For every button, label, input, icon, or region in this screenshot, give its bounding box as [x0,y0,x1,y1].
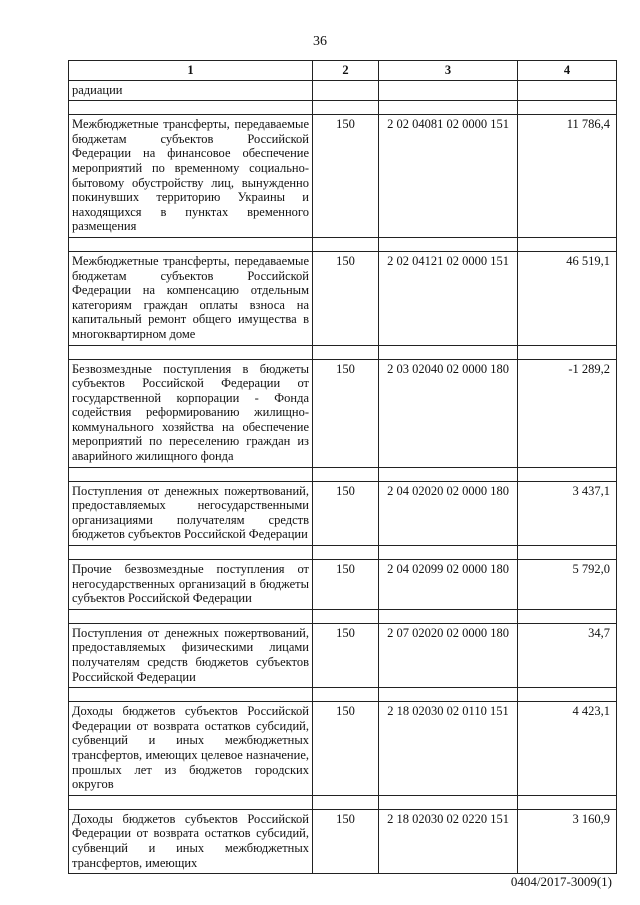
table-row [69,251,617,345]
row-budget-code: 2 03 02040 02 0000 180 [379,359,518,467]
row-budget-code: 2 18 02030 02 0110 151 [379,702,518,796]
row-amount: -1 289,2 [518,359,617,467]
continuation-text: радиации [69,80,313,101]
row-description: Доходы бюджетов субъектов Российской Федерации от возврата остатков субсидий, субвенций и иных межбюджетных трансфертов, имеющих целевое назначение, прошлых лет из бюджетов городских округов [69,702,313,796]
row-admin-code: 150 [313,809,379,873]
column-header-3: 3 [379,61,518,81]
row-budget-code: 2 02 04081 02 0000 151 [379,115,518,238]
table-row [69,481,617,545]
table-row [69,560,617,610]
row-spacer [69,467,617,481]
row-amount: 5 792,0 [518,560,617,610]
row-amount: 3 437,1 [518,481,617,545]
row-admin-code: 150 [313,359,379,467]
row-spacer [69,237,617,251]
page-number: 36 [313,34,327,49]
table-row [69,623,617,687]
column-header-2: 2 [313,61,379,81]
row-description: Межбюджетные трансферты, передаваемые бюджетам субъектов Российской Федерации на финансовое обеспечение мероприятий по временному социально-бытовому обустройству лиц, вынужденно покинувших территорию Украины и находящихся в пунктах временного размещения [69,115,313,238]
row-amount: 3 160,9 [518,809,617,873]
row-spacer [69,546,617,560]
document-code: 0404/2017-3009(1) [510,874,612,889]
row-admin-code: 150 [313,702,379,796]
row-admin-code: 150 [313,623,379,687]
table-header-row [69,61,617,81]
row-budget-code: 2 04 02099 02 0000 180 [379,560,518,610]
table-row [69,359,617,467]
row-description: Прочие безвозмездные поступления от негосударственных организаций в бюджеты субъектов Российской Федерации [69,560,313,610]
revenue-table [68,60,617,874]
row-spacer [69,101,617,115]
row-description: Поступления от денежных пожертвований, предоставляемых физическими лицами получателям средств бюджетов субъектов Российской Федерации [69,623,313,687]
row-budget-code: 2 07 02020 02 0000 180 [379,623,518,687]
row-budget-code: 2 04 02020 02 0000 180 [379,481,518,545]
row-amount: 4 423,1 [518,702,617,796]
row-description: Межбюджетные трансферты, передаваемые бюджетам субъектов Российской Федерации на компенсацию отдельным категориям граждан оплаты взноса на капитальный ремонт общего имущества в многоквартирном доме [69,251,313,345]
row-budget-code: 2 18 02030 02 0220 151 [379,809,518,873]
row-description: Доходы бюджетов субъектов Российской Федерации от возврата остатков субсидий, субвенций и иных межбюджетных трансфертов, имеющих [69,809,313,873]
row-admin-code: 150 [313,115,379,238]
row-admin-code: 150 [313,251,379,345]
continuation-row [69,80,617,101]
row-description: Безвозмездные поступления в бюджеты субъектов Российской Федерации от государственной корпорации - Фонда содействия реформированию жилищно-коммунального хозяйства на обеспечение мероприятий по переселению граждан из аварийного жилищного фонда [69,359,313,467]
row-amount: 46 519,1 [518,251,617,345]
column-header-4: 4 [518,61,617,81]
row-description: Поступления от денежных пожертвований, предоставляемых негосударственными организациями получателям средств бюджетов субъектов Российской Федерации [69,481,313,545]
table-row [69,115,617,238]
row-budget-code: 2 02 04121 02 0000 151 [379,251,518,345]
row-admin-code: 150 [313,481,379,545]
row-spacer [69,795,617,809]
row-amount: 34,7 [518,623,617,687]
row-spacer [69,688,617,702]
column-header-1: 1 [69,61,313,81]
row-admin-code: 150 [313,560,379,610]
row-amount: 11 786,4 [518,115,617,238]
row-spacer [69,609,617,623]
table-row [69,809,617,873]
table-row [69,702,617,796]
row-spacer [69,345,617,359]
